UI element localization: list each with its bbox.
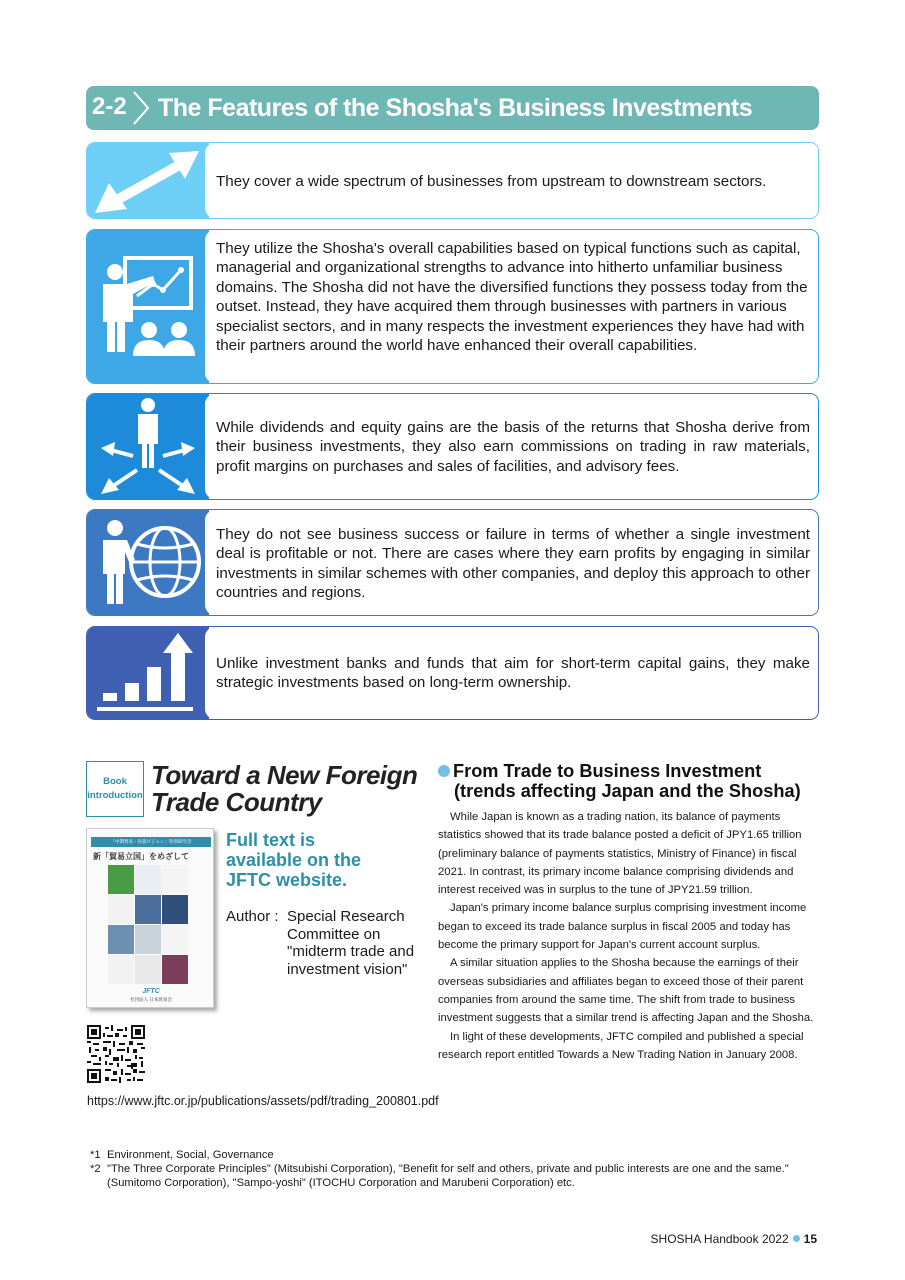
feature-text: They cover a wide spectrum of businesses from upstream to downstream sectors. <box>216 173 767 190</box>
footnotes <box>90 1148 810 1190</box>
footnote-text: "The Three Corporate Principles" (Mitsubishi Corporation), "Benefit for self and others, private and public interests are one and the same." (Sumitomo Corporation), "Sampo-yoshi" (ITOCHU Corporation and Marubeni Corporation) etc. <box>107 1163 789 1189</box>
book-introduction-badge <box>86 761 144 817</box>
chevron-right-icon <box>128 86 158 130</box>
feature-text: While dividends and equity gains are the basis of the returns that Shosha derive from their business investments, they also earn commissions on trading in raw materials, profit margins on purchases and sales of facilities, and advisory fees. <box>216 419 810 475</box>
cover-title: 新「貿易立国」をめざして <box>93 852 189 861</box>
footnote-mark: *2 <box>90 1163 101 1175</box>
feature-card <box>86 229 819 384</box>
author-value: Special Research Committee on "midterm trade and investment vision" <box>287 908 415 978</box>
sidebar-body <box>438 808 821 1064</box>
book-title <box>151 762 417 816</box>
full-text-note: Full text is available on the JFTC website. <box>226 830 362 890</box>
cover-logo: JFTC <box>142 988 160 995</box>
author-label: Author : <box>226 908 279 925</box>
cover-publisher: 社団法人 日本貿易会 <box>130 997 172 1002</box>
footnote <box>90 1148 810 1162</box>
feature-card <box>86 509 819 616</box>
sidebar-paragraph: While Japan is known as a trading nation, its balance of payments statistics showed that its trade balance posted a deficit of JPY1.65 trillion (preliminary balance of payments statistics, Ministry of Finance) in fiscal 2021. In contrast, its primary income balance comprising dividends and interest received was in surplus to the tune of JPY21.59 trillion. <box>438 811 802 897</box>
growth-chart-icon <box>87 627 209 720</box>
sidebar-paragraph: A similar situation applies to the Shosha because the earnings of their overseas subsidiaries and affiliates began to exceed those of their parent companies from around the same time. The shift from trade to business investment suggests that a similar trend is affecting Japan and the Shosha. <box>438 957 814 1025</box>
footnote-mark: *1 <box>90 1149 101 1161</box>
book-cover-image <box>86 828 214 1008</box>
feature-text: Unlike investment banks and funds that aim for short-term capital gains, they make strategic investments based on long-term ownership. <box>216 655 810 692</box>
book-label-line1: Book <box>103 776 127 787</box>
footnote <box>90 1162 810 1190</box>
sidebar-heading-line2: (trends affecting Japan and the Shosha) <box>454 780 801 801</box>
page-footer <box>651 1232 817 1246</box>
person-globe-icon <box>87 510 209 616</box>
feature-card <box>86 142 819 219</box>
page-number: 15 <box>803 1232 817 1246</box>
feature-text: They utilize the Shosha's overall capabilities based on typical functions such as capital, managerial and organizational strengths to advance into hitherto unfamiliar business domains. The Shosha did not have the diversified functions they possess today from the outset. Instead, they have acquired them through businesses with partners in various specialist sectors, and in many respects the investment experiences they have had with their partners around the world have enhanced their overall capabilities. <box>216 240 808 355</box>
section-title: The Features of the Shosha's Business Investments <box>158 94 753 122</box>
presenter-icon <box>87 230 209 384</box>
person-arrows-icon <box>87 394 209 500</box>
section-number: 2-2 <box>92 93 127 120</box>
bullet-dot-icon <box>793 1235 800 1242</box>
sidebar-paragraph: Japan's primary income balance surplus comprising investment income began to exceed its trade balance surplus in fiscal 2005 and today has become the primary support for Japan's current account surplus. <box>438 902 807 952</box>
feature-text: They do not see business success or failure in terms of whether a single investment deal is profitable or not. There are cases where they earn profits by engaging in similar investments in similar schemes with other companies, and deploy this approach to other countries and regions. <box>216 526 810 602</box>
book-title-line2: Trade Country <box>151 787 322 817</box>
double-arrow-icon <box>87 143 209 219</box>
sidebar-heading <box>438 762 801 801</box>
book-label-line2: introduction <box>87 790 143 801</box>
section-header <box>86 86 819 130</box>
publication-name: SHOSHA Handbook 2022 <box>650 1232 789 1246</box>
feature-card <box>86 393 819 500</box>
publication-url-link[interactable]: https://www.jftc.or.jp/publications/assets/pdf/trading_200801.pdf <box>87 1094 439 1108</box>
sidebar-paragraph: In light of these developments, JFTC compiled and published a special research report entitled Towards a New Trading Nation in January 2008. <box>438 1030 804 1061</box>
sidebar-heading-line1: From Trade to Business Investment <box>453 761 762 781</box>
cover-band: 「中期貿易・投資ビジョン」特別研究会 <box>91 837 211 847</box>
footnote-text: Environment, Social, Governance <box>107 1149 274 1161</box>
qr-code-icon[interactable] <box>87 1025 145 1083</box>
bullet-dot-icon <box>438 765 450 777</box>
feature-card <box>86 626 819 720</box>
cover-photo-grid <box>108 865 188 985</box>
book-title-line1: Toward a New Foreign <box>151 760 418 790</box>
